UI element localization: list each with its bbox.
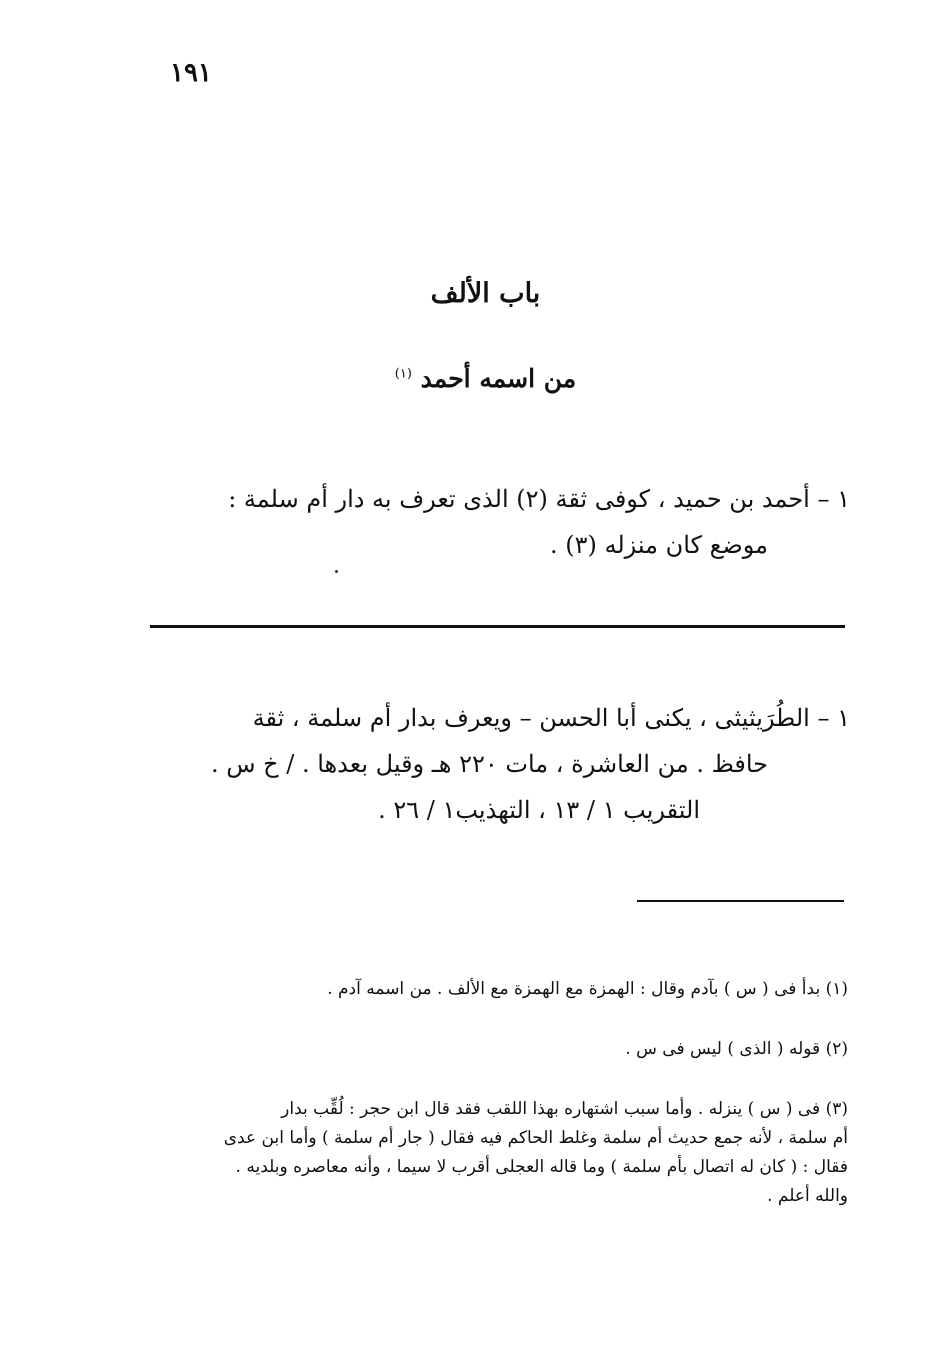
footnote-3-line-1: (٣) فى ( س ) ينزله . وأما سبب اشتهاره بهذا اللقب فقد قال ابن حجر : لُقِّب بدار <box>281 1099 848 1119</box>
chapter-title: باب الألف <box>430 278 541 309</box>
biographical-note <box>150 695 850 833</box>
note-line-1: ١ – الطُرَيثيثى ، يكنى أبا الحسن – ويعرف بدار أم سلمة ، ثقة <box>252 704 850 732</box>
section-title <box>0 364 931 393</box>
page-speck <box>335 570 338 573</box>
section-divider <box>150 625 845 628</box>
footnote-3-line-2: أم سلمة ، لأنه جمع حديث أم سلمة وغلط الحاكم فيه فقال ( جار أم سلمة ) وأما ابن عدى <box>223 1128 848 1148</box>
section-footnote-mark: (١) <box>394 366 412 382</box>
entry-ahmad-bin-humaid <box>150 476 850 568</box>
footnote-separator <box>637 900 844 902</box>
section-title-text: من اسمه أحمد <box>420 364 577 393</box>
entry-line-2: موضع كان منزله (٣) . <box>549 531 768 559</box>
note-line-2: حافظ . من العاشرة ، مات ٢٢٠ هـ وقيل بعدها . / خ س . <box>210 750 768 778</box>
page-number: ١٩١ <box>170 58 212 88</box>
note-line-3: التقريب ١ / ١٣ ، التهذيب١ / ٢٦ . <box>378 796 700 824</box>
footnote-3 <box>148 1095 848 1211</box>
footnote-1: (١) بدأ فى ( س ) بآدم وقال : الهمزة مع الهمزة مع الألف . من اسمه آدم . <box>327 979 848 999</box>
footnote-3-line-4: والله أعلم . <box>767 1186 848 1206</box>
footnote-3-line-3: فقال : ( كان له اتصال بأم سلمة ) وما قاله العجلى أقرب لا سيما ، وأنه معاصره وبلديه . <box>235 1157 848 1177</box>
entry-line-1: ١ – أحمد بن حميد ، كوفى ثقة (٢) الذى تعرف به دار أم سلمة : <box>228 485 850 513</box>
footnote-2: (٢) قوله ( الذى ) ليس فى س . <box>625 1039 848 1059</box>
